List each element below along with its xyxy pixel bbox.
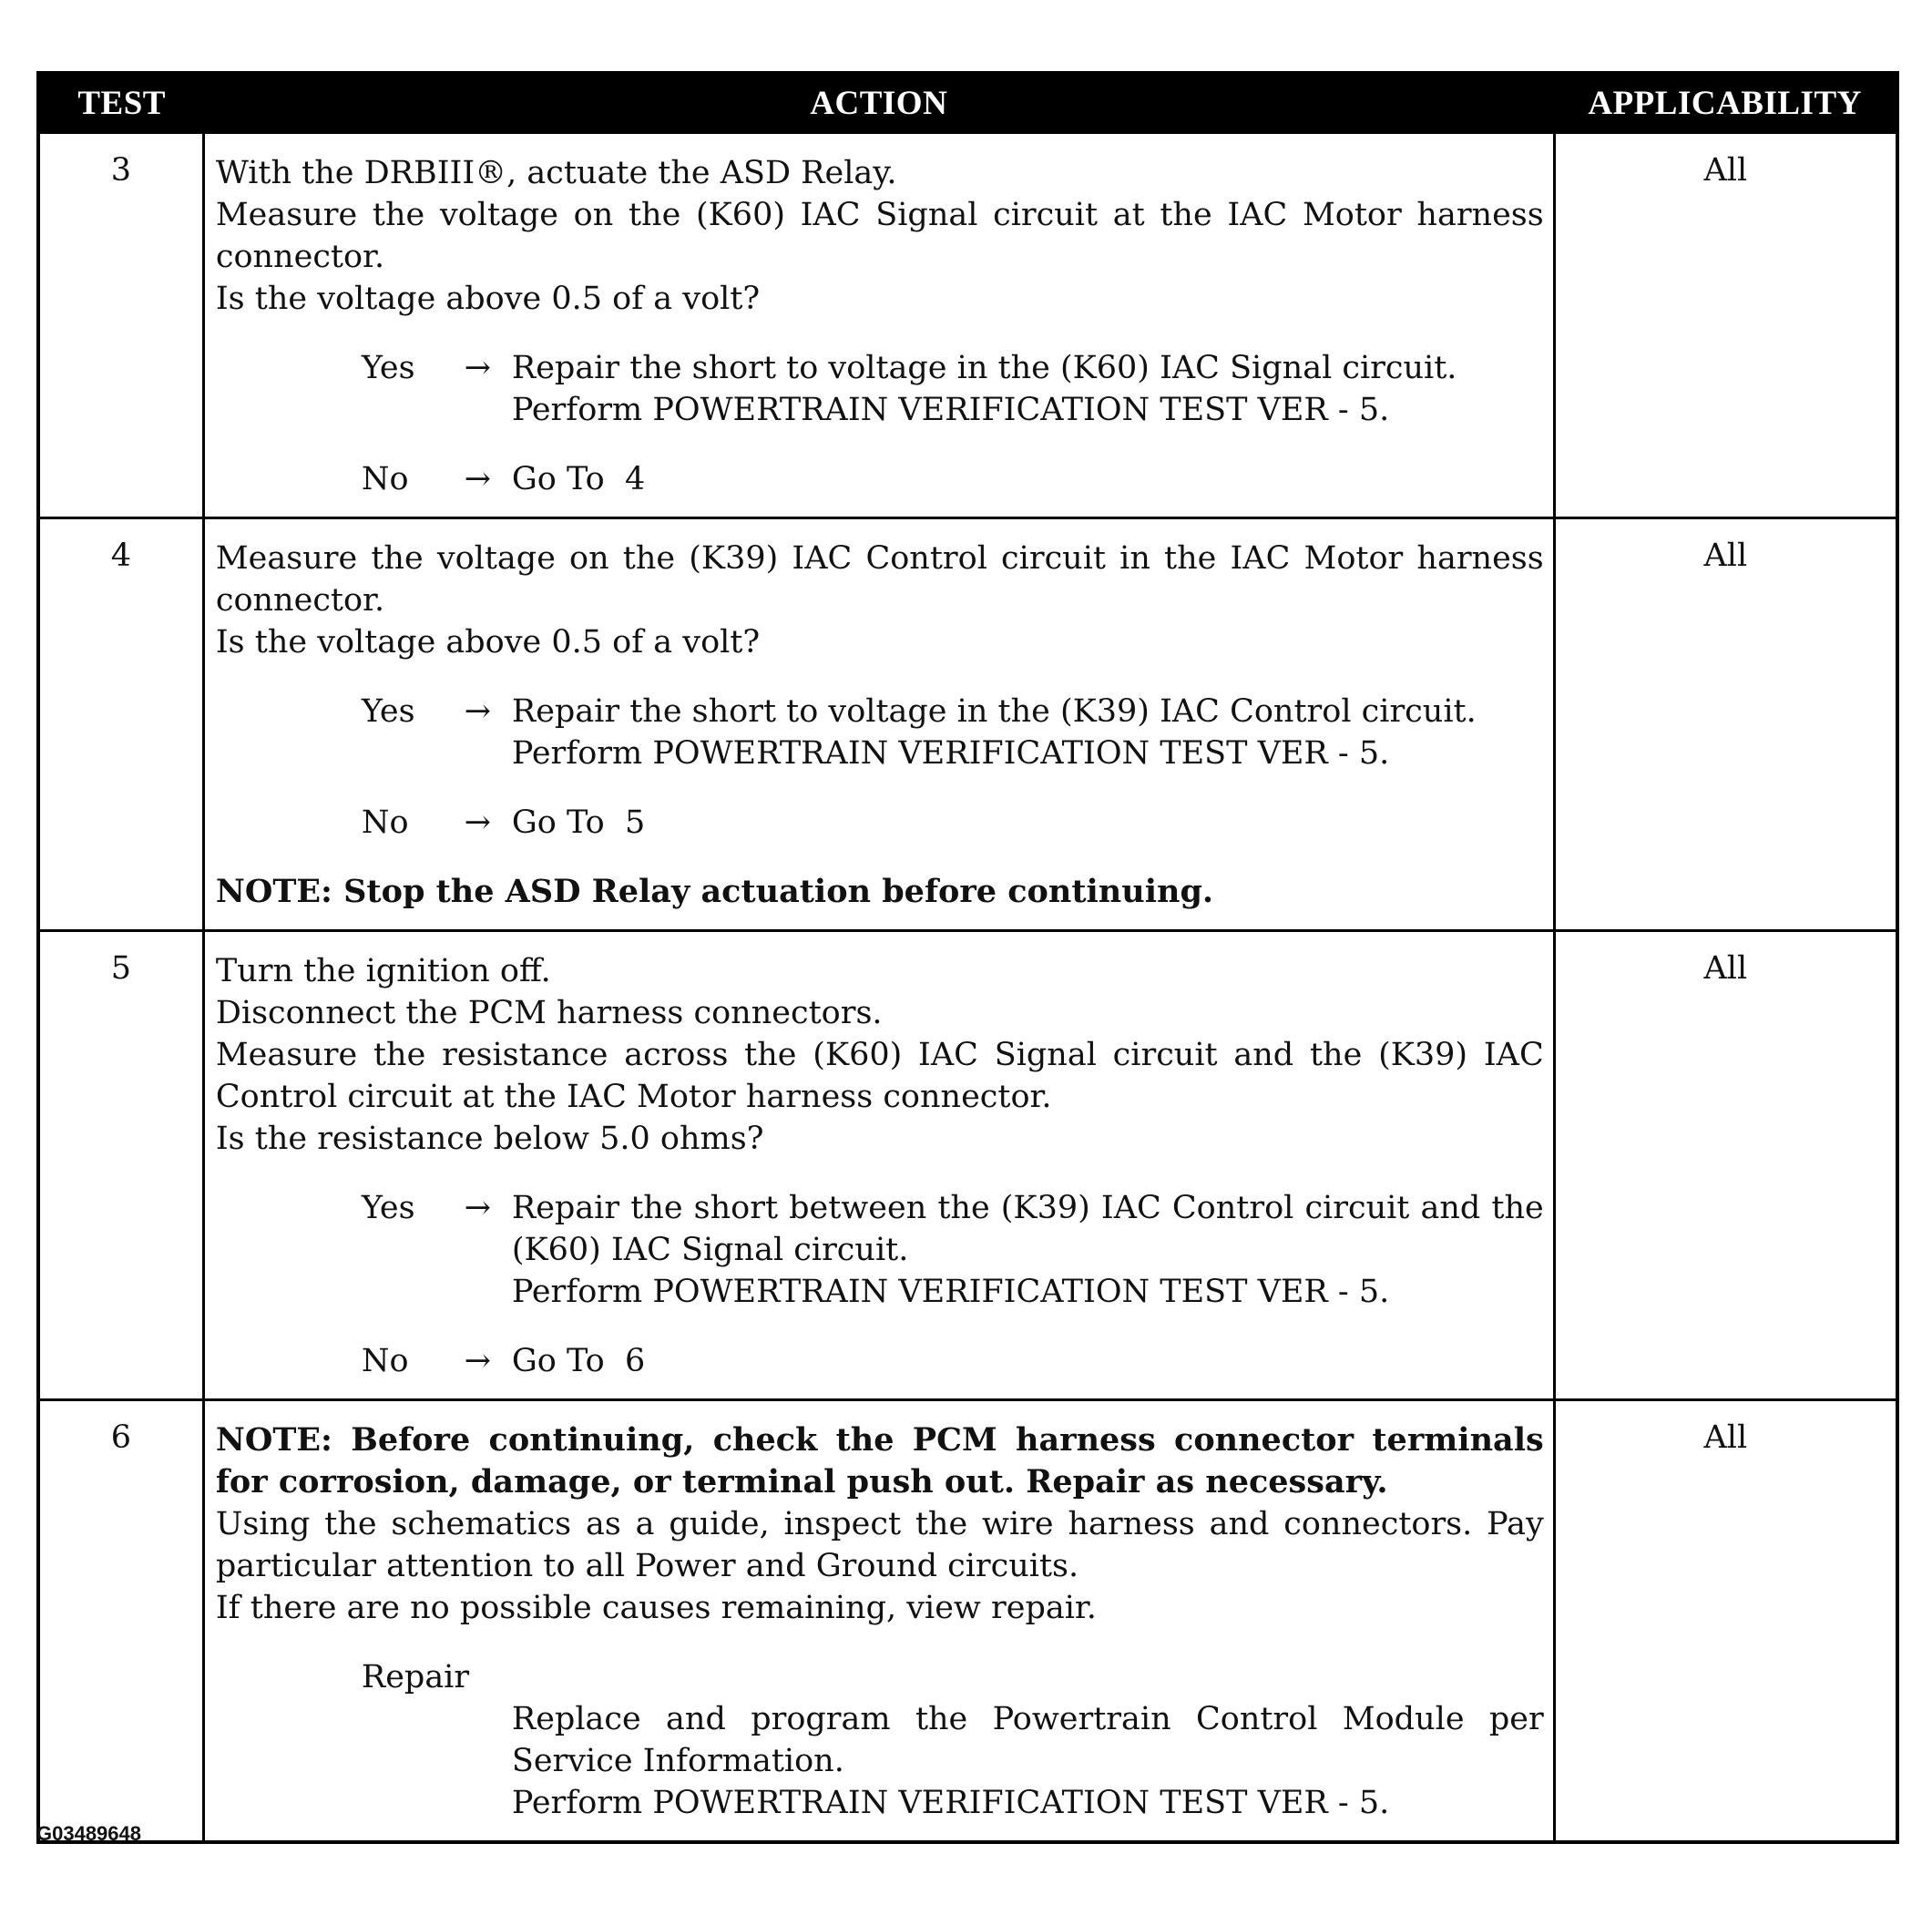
yes-label: Yes: [361, 350, 415, 386]
arrow-right-icon: →: [464, 461, 491, 497]
no-branch: [216, 802, 1544, 844]
header-applicability: APPLICABILITY: [1554, 73, 1897, 133]
result-line: Perform POWERTRAIN VERIFICATION TEST VER - 5.: [511, 392, 1390, 428]
action-line: With the DRBIII®, actuate the ASD Relay.: [215, 155, 897, 191]
no-branch: [216, 1340, 1544, 1382]
header-action: ACTION: [203, 73, 1554, 133]
result-line: Go To 5: [511, 804, 646, 841]
arrow-right-icon: →: [464, 804, 491, 841]
result-line: Perform POWERTRAIN VERIFICATION TEST VER - 5.: [511, 1274, 1390, 1310]
yes-branch: [216, 347, 1544, 431]
test-number: 6: [38, 1400, 203, 1843]
no-label: No: [361, 461, 409, 497]
table-row: [38, 133, 1897, 518]
yes-result: [512, 347, 1544, 431]
table-row: [38, 931, 1897, 1400]
result-line: Repair the short to voltage in the (K60) IAC Signal circuit.: [511, 350, 1457, 386]
action-line: Is the voltage above 0.5 of a volt?: [215, 624, 761, 661]
yes-label: Yes: [361, 693, 415, 730]
arrow-right-icon: →: [464, 1190, 491, 1226]
no-branch: [216, 458, 1544, 500]
no-result: [512, 458, 1544, 500]
no-result: [512, 1340, 1544, 1382]
action-line: Disconnect the PCM harness connectors.: [215, 995, 883, 1031]
result-line: Go To 4: [511, 461, 646, 497]
applicability: All: [1554, 1400, 1897, 1843]
applicability: All: [1554, 518, 1897, 931]
action-line: Using the schematics as a guide, inspect the wire harness and connectors. Pay particular attention to all Power and Ground circuits.: [215, 1506, 1544, 1584]
applicability: All: [1554, 931, 1897, 1400]
result-line: Go To 6: [511, 1343, 646, 1379]
action-cell: [203, 133, 1554, 518]
result-line: Repair the short to voltage in the (K39) IAC Control circuit.: [511, 693, 1477, 730]
arrow-right-icon: →: [464, 350, 491, 386]
action-cell: [203, 1400, 1554, 1843]
no-label: No: [361, 804, 409, 841]
yes-label: Yes: [361, 1190, 415, 1226]
test-number: 3: [38, 133, 203, 518]
test-number: 4: [38, 518, 203, 931]
table-row: [38, 1400, 1897, 1843]
no-result: [512, 802, 1544, 844]
yes-result: [512, 1187, 1544, 1313]
yes-branch: [216, 1187, 1544, 1313]
result-line: Replace and program the Powertrain Control Module per Service Information.: [511, 1701, 1544, 1779]
result-line: Repair the short between the (K39) IAC Control circuit and the (K60) IAC Signal circuit.: [511, 1190, 1544, 1268]
arrow-right-icon: →: [464, 1343, 491, 1379]
test-number: 5: [38, 931, 203, 1400]
action-line: Measure the voltage on the (K39) IAC Control circuit in the IAC Motor harness connector.: [215, 540, 1544, 619]
action-cell: [203, 931, 1554, 1400]
note-text: NOTE: Stop the ASD Relay actuation before continuing.: [215, 873, 1214, 910]
action-line: Is the voltage above 0.5 of a volt?: [215, 281, 761, 317]
action-cell: [203, 518, 1554, 931]
header-test: TEST: [38, 73, 203, 133]
yes-branch: [216, 691, 1544, 774]
repair-result: [512, 1698, 1544, 1824]
table-header-row: [38, 73, 1897, 133]
result-line: Perform POWERTRAIN VERIFICATION TEST VER - 5.: [511, 1785, 1390, 1821]
action-line: Measure the resistance across the (K60) IAC Signal circuit and the (K39) IAC Control circuit at the IAC Motor harness connector.: [215, 1037, 1544, 1115]
applicability: All: [1554, 133, 1897, 518]
arrow-right-icon: →: [464, 693, 491, 730]
action-line: Is the resistance below 5.0 ohms?: [215, 1121, 764, 1157]
action-line: Turn the ignition off.: [215, 953, 551, 989]
repair-label: Repair: [361, 1659, 470, 1695]
action-line: If there are no possible causes remaining, view repair.: [215, 1590, 1097, 1626]
yes-result: [512, 691, 1544, 774]
figure-code: G03489648: [36, 1822, 141, 1845]
result-line: Perform POWERTRAIN VERIFICATION TEST VER - 5.: [511, 735, 1390, 772]
no-label: No: [361, 1343, 409, 1379]
table-row: [38, 518, 1897, 931]
note-text: NOTE: Before continuing, check the PCM harness connector terminals for corrosion, damage, or terminal push out. Repair as necessary.: [215, 1421, 1544, 1500]
action-line: Measure the voltage on the (K60) IAC Signal circuit at the IAC Motor harness connector.: [215, 197, 1544, 275]
diagnostic-test-table: [36, 71, 1899, 1844]
